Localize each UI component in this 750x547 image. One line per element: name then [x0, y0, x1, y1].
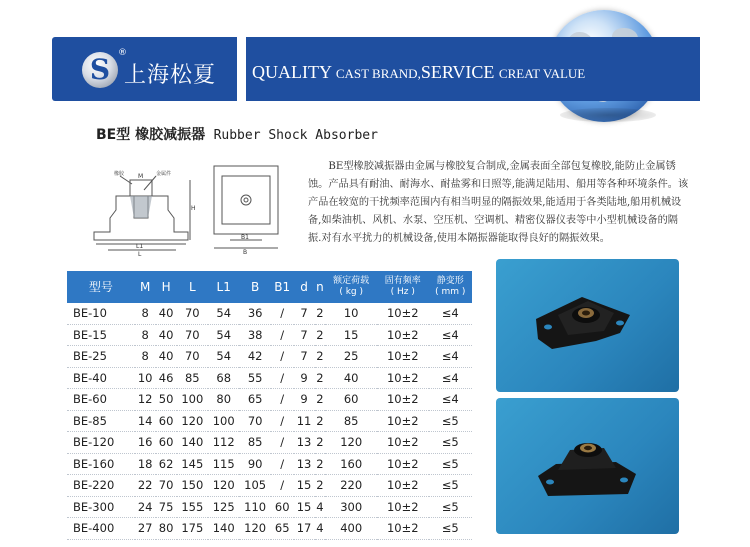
- spec-cell: 10±2: [377, 496, 429, 518]
- slogan-part: CAST BRAND,: [335, 66, 421, 81]
- spec-cell: 2: [315, 410, 326, 432]
- column-header: d: [294, 271, 315, 303]
- label-l1: L1: [136, 243, 144, 250]
- model-cell: BE-40: [67, 367, 135, 389]
- slogan-part: SERVICE: [420, 62, 499, 82]
- model-cell: BE-120: [67, 432, 135, 454]
- spec-cell: 150: [177, 475, 208, 497]
- spec-cell: 55: [239, 367, 270, 389]
- table-row: [67, 475, 472, 497]
- spec-cell: 2: [315, 303, 326, 324]
- spec-cell: /: [271, 453, 294, 475]
- model-cell: BE-85: [67, 410, 135, 432]
- spec-cell: 18: [135, 453, 156, 475]
- description-text: BE型橡胶减振器由金属与橡胶复合制成,金属表面全部包复橡胶,能防止金属锈蚀。产品具有耐油、耐海水、耐盐雾和日照等,能满足陆用、船用等各种环境条件。该产品在较宽的干扰频率范围内有相当明显的隔振效果,能适用于各类陆地,船用机械设备,如柴油机、风机、水泵、空压机、空调机、精密仪器仪表等中小型机械设备的隔振.对有水平扰力的机械设备,使用本隔振器能取得良好的隔振效果。: [308, 161, 689, 244]
- spec-cell: 60: [156, 410, 177, 432]
- company-name: 上海松夏: [124, 63, 217, 88]
- company-logo-icon: [82, 52, 118, 88]
- spec-cell: 175: [177, 518, 208, 540]
- column-header: B: [239, 271, 270, 303]
- spec-cell: 140: [208, 518, 239, 540]
- spec-cell: 10±2: [377, 367, 429, 389]
- table-row: [67, 432, 472, 454]
- spec-cell: ≤5: [429, 518, 472, 540]
- side-view-drawing: [86, 168, 196, 256]
- spec-cell: 80: [208, 389, 239, 411]
- table-row: [67, 518, 472, 540]
- column-header: B1: [271, 271, 294, 303]
- column-header: L1: [208, 271, 239, 303]
- spec-cell: 100: [177, 389, 208, 411]
- column-header: M: [135, 271, 156, 303]
- spec-cell: /: [271, 367, 294, 389]
- label-b: B: [243, 249, 248, 254]
- spec-cell: 60: [156, 432, 177, 454]
- spec-cell: 22: [135, 475, 156, 497]
- spec-cell: ≤4: [429, 303, 472, 324]
- column-header: [377, 271, 429, 303]
- spec-cell: ≤4: [429, 367, 472, 389]
- spec-cell: 25: [325, 346, 377, 368]
- spec-cell: 110: [239, 496, 270, 518]
- spec-cell: 125: [208, 496, 239, 518]
- spec-cell: 4: [315, 496, 326, 518]
- column-header: 型号: [67, 271, 135, 303]
- spec-cell: 8: [135, 346, 156, 368]
- spec-cell: 15: [325, 324, 377, 346]
- column-header-unit: ( mm ): [435, 287, 466, 297]
- spec-cell: 70: [177, 303, 208, 324]
- spec-cell: /: [271, 432, 294, 454]
- spec-cell: 85: [177, 367, 208, 389]
- column-header: H: [156, 271, 177, 303]
- column-header-label: 静变形: [436, 276, 464, 286]
- table-body: [67, 303, 472, 539]
- top-view-drawing: [208, 162, 286, 254]
- spec-cell: 10±2: [377, 432, 429, 454]
- model-cell: BE-60: [67, 389, 135, 411]
- label-h: H: [191, 205, 196, 212]
- model-cell: BE-10: [67, 303, 135, 324]
- spec-cell: 90: [239, 453, 270, 475]
- spec-cell: 120: [325, 432, 377, 454]
- model-cell: BE-15: [67, 324, 135, 346]
- spec-cell: 120: [177, 410, 208, 432]
- spec-cell: 60: [325, 389, 377, 411]
- spec-cell: 11: [294, 410, 315, 432]
- table-row: [67, 496, 472, 518]
- column-header: L: [177, 271, 208, 303]
- spec-cell: 2: [315, 367, 326, 389]
- column-header-label: 固有频率: [384, 276, 421, 286]
- spec-cell: 70: [177, 324, 208, 346]
- spec-cell: 62: [156, 453, 177, 475]
- spec-cell: 300: [325, 496, 377, 518]
- spec-cell: 46: [156, 367, 177, 389]
- spec-cell: ≤4: [429, 324, 472, 346]
- spec-cell: /: [271, 324, 294, 346]
- column-header-unit: ( Hz ): [390, 287, 415, 297]
- label-m: M: [138, 173, 144, 180]
- spec-cell: ≤4: [429, 389, 472, 411]
- spec-cell: ≤5: [429, 475, 472, 497]
- spec-cell: ≤4: [429, 346, 472, 368]
- spec-cell: 16: [135, 432, 156, 454]
- spec-cell: 220: [325, 475, 377, 497]
- label-l: L: [138, 251, 142, 256]
- spec-cell: 8: [135, 303, 156, 324]
- label-metal: 金属件: [156, 171, 172, 177]
- spec-cell: ≤5: [429, 453, 472, 475]
- model-cell: BE-220: [67, 475, 135, 497]
- column-header-unit: ( kg ): [339, 287, 364, 297]
- registered-mark: ®: [118, 48, 127, 58]
- spec-cell: 54: [208, 346, 239, 368]
- spec-cell: 7: [294, 324, 315, 346]
- spec-cell: 40: [156, 324, 177, 346]
- spec-cell: 40: [325, 367, 377, 389]
- spec-cell: 70: [156, 475, 177, 497]
- spec-cell: 10±2: [377, 410, 429, 432]
- logo-letter: S: [89, 53, 111, 86]
- spec-cell: 13: [294, 453, 315, 475]
- spec-cell: 15: [294, 475, 315, 497]
- column-header: [429, 271, 472, 303]
- slogan-part: CREAT VALUE: [498, 66, 586, 81]
- spec-cell: 50: [156, 389, 177, 411]
- spec-cell: 145: [177, 453, 208, 475]
- spec-cell: 8: [135, 324, 156, 346]
- product-photo-bottom: [496, 398, 679, 534]
- spec-cell: 105: [239, 475, 270, 497]
- spec-cell: 2: [315, 346, 326, 368]
- spec-cell: 10±2: [377, 453, 429, 475]
- spec-cell: 140: [177, 432, 208, 454]
- spec-cell: 7: [294, 303, 315, 324]
- banner-separator: [238, 37, 246, 101]
- spec-cell: 40: [156, 346, 177, 368]
- spec-cell: 2: [315, 389, 326, 411]
- table-header-row: [67, 271, 472, 303]
- spec-cell: /: [271, 303, 294, 324]
- slogan: [252, 62, 585, 83]
- model-cell: BE-400: [67, 518, 135, 540]
- spec-cell: /: [271, 410, 294, 432]
- spec-cell: 10: [325, 303, 377, 324]
- spec-cell: 65: [239, 389, 270, 411]
- spec-cell: /: [271, 475, 294, 497]
- spec-cell: ≤5: [429, 432, 472, 454]
- spec-cell: 85: [325, 410, 377, 432]
- table-row: [67, 389, 472, 411]
- product-description: [308, 158, 690, 248]
- spec-cell: 100: [208, 410, 239, 432]
- spec-cell: 10: [135, 367, 156, 389]
- spec-cell: 75: [156, 496, 177, 518]
- spec-cell: ≤5: [429, 410, 472, 432]
- spec-cell: 85: [239, 432, 270, 454]
- table-row: [67, 303, 472, 324]
- spec-cell: ≤5: [429, 496, 472, 518]
- spec-cell: 70: [177, 346, 208, 368]
- spec-cell: 9: [294, 367, 315, 389]
- spec-cell: /: [271, 389, 294, 411]
- spec-cell: 13: [294, 432, 315, 454]
- spec-cell: 155: [177, 496, 208, 518]
- spec-cell: 2: [315, 324, 326, 346]
- spec-cell: 112: [208, 432, 239, 454]
- spec-cell: 12: [135, 389, 156, 411]
- spec-cell: 36: [239, 303, 270, 324]
- model-cell: BE-160: [67, 453, 135, 475]
- spec-cell: 10±2: [377, 389, 429, 411]
- spec-cell: 9: [294, 389, 315, 411]
- column-header: [325, 271, 377, 303]
- spec-cell: 24: [135, 496, 156, 518]
- label-b1: B1: [241, 234, 249, 241]
- label-rubber: 橡胶: [114, 171, 125, 177]
- column-header: n: [315, 271, 326, 303]
- spec-cell: 120: [208, 475, 239, 497]
- spec-cell: 7: [294, 346, 315, 368]
- spec-cell: 68: [208, 367, 239, 389]
- table-row: [67, 410, 472, 432]
- spec-cell: 10±2: [377, 475, 429, 497]
- spec-cell: 70: [239, 410, 270, 432]
- table-row: [67, 324, 472, 346]
- spec-cell: 10±2: [377, 518, 429, 540]
- spec-cell: 27: [135, 518, 156, 540]
- table-row: [67, 346, 472, 368]
- spec-cell: 10±2: [377, 346, 429, 368]
- spec-cell: /: [271, 346, 294, 368]
- spec-cell: 17: [294, 518, 315, 540]
- spec-cell: 10±2: [377, 324, 429, 346]
- spec-cell: 2: [315, 453, 326, 475]
- column-header-label: 额定荷载: [333, 276, 370, 286]
- spec-cell: 10±2: [377, 303, 429, 324]
- spec-cell: 60: [271, 496, 294, 518]
- spec-cell: 65: [271, 518, 294, 540]
- globe-shadow: [560, 108, 656, 122]
- product-title-en: Rubber Shock Absorber: [213, 128, 378, 143]
- product-photo-top: [496, 259, 679, 392]
- spec-cell: 115: [208, 453, 239, 475]
- spec-cell: 54: [208, 303, 239, 324]
- spec-table: [67, 271, 472, 540]
- spec-cell: 2: [315, 432, 326, 454]
- spec-cell: 120: [239, 518, 270, 540]
- product-title: [96, 124, 378, 144]
- spec-cell: 42: [239, 346, 270, 368]
- spec-cell: 160: [325, 453, 377, 475]
- model-cell: BE-300: [67, 496, 135, 518]
- spec-cell: 15: [294, 496, 315, 518]
- product-title-cn: BE型 橡胶减振器: [96, 127, 206, 143]
- table-row: [67, 453, 472, 475]
- spec-cell: 400: [325, 518, 377, 540]
- spec-cell: 80: [156, 518, 177, 540]
- spec-cell: 14: [135, 410, 156, 432]
- slogan-part: QUALITY: [252, 62, 336, 82]
- spec-cell: 40: [156, 303, 177, 324]
- model-cell: BE-25: [67, 346, 135, 368]
- spec-cell: 38: [239, 324, 270, 346]
- spec-cell: 4: [315, 518, 326, 540]
- table-row: [67, 367, 472, 389]
- spec-cell: 2: [315, 475, 326, 497]
- spec-cell: 54: [208, 324, 239, 346]
